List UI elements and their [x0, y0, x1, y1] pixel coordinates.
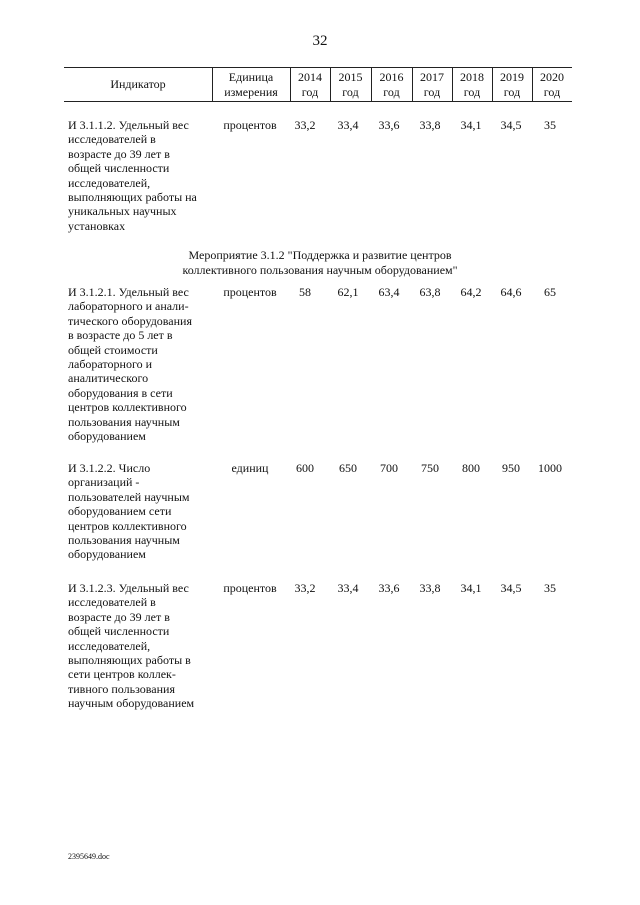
value-cell-2014: 33,2 [294, 581, 316, 595]
indicator-line: И 3.1.2.3. Удельный вес [68, 581, 189, 595]
indicator-line: научным оборудованием [68, 696, 195, 711]
indicator-text [68, 118, 218, 233]
indicator-line: лабораторного и [68, 357, 152, 372]
value-cell-2020: 35 [544, 581, 556, 595]
indicator-line: оборудования в сети [68, 385, 173, 400]
indicator-line: в возрасте до 5 лет в [68, 328, 173, 343]
indicator-line: исследователей, [68, 175, 151, 190]
indicator-text [68, 285, 218, 443]
value-cell-2015: 33,4 [337, 581, 359, 595]
indicator-line: исследователей в [68, 595, 156, 610]
indicator-line: выполняющих работы на [68, 190, 197, 205]
footer-filename: 2395649.doc [68, 852, 110, 861]
header-year-2015 [330, 70, 371, 100]
indicator-line: исследователей, [68, 638, 151, 653]
unit-cell: процентов [223, 581, 277, 595]
indicator-line: установках [68, 218, 126, 233]
value-cell-2017: 750 [421, 461, 439, 475]
indicator-line: И 3.1.2.2. Число [68, 461, 151, 475]
header-year-suffix: год [503, 85, 521, 99]
header-year-label: 2014 [298, 70, 322, 84]
unit-cell: процентов [223, 118, 277, 132]
value-cell-2017: 33,8 [419, 581, 441, 595]
header-top-rule [64, 67, 572, 68]
value-cell-2018: 34,1 [460, 581, 482, 595]
indicator-line: пользования научным [68, 414, 180, 429]
header-year-2019 [492, 70, 532, 100]
indicator-line: возрасте до 39 лет в [68, 146, 170, 161]
indicator-text [68, 461, 218, 562]
value-cell-2019: 34,5 [500, 581, 522, 595]
indicator-line: организаций - [68, 475, 140, 490]
header-year-label: 2018 [460, 70, 484, 84]
indicator-line: исследователей в [68, 132, 156, 147]
header-unit-line1: Единица [228, 70, 274, 84]
indicator-line: лабораторного и анали- [68, 299, 189, 314]
header-year-label: 2016 [379, 70, 404, 84]
indicator-line: выполняющих работы в [68, 653, 191, 668]
indicator-line: общей стоимости [68, 342, 158, 357]
value-cell-2017: 63,8 [419, 285, 441, 299]
indicator-line: общей численности [68, 624, 170, 639]
indicator-line: центров коллективного [68, 518, 187, 533]
indicator-line: сети центров коллек- [68, 667, 176, 682]
value-cell-2014: 58 [299, 285, 311, 299]
header-year-label: 2017 [420, 70, 444, 84]
header-unit [212, 70, 290, 100]
indicator-line: уникальных научных [68, 204, 177, 219]
header-year-label: 2015 [338, 70, 363, 84]
header-year-label: 2020 [540, 70, 564, 84]
unit-cell: процентов [223, 285, 277, 299]
header-year-2014 [290, 70, 330, 100]
value-cell-2014: 600 [296, 461, 314, 475]
header-year-2018 [452, 70, 492, 100]
value-cell-2014: 33,2 [294, 118, 316, 132]
indicator-line: аналитического [68, 371, 149, 386]
header-year-suffix: год [423, 85, 441, 99]
value-cell-2020: 1000 [538, 461, 562, 475]
header-year-suffix: год [301, 85, 319, 99]
value-cell-2016: 700 [380, 461, 398, 475]
header-year-2016 [371, 70, 412, 100]
header-year-suffix: год [342, 85, 359, 99]
indicator-line: оборудованием [68, 429, 146, 444]
header-year-label: 2019 [500, 70, 524, 84]
header-year-suffix: год [463, 85, 481, 99]
header-unit-line2: измерения [224, 85, 278, 99]
header-year-suffix: год [543, 85, 561, 99]
value-cell-2016: 33,6 [378, 581, 400, 595]
section-title-line1: Мероприятие 3.1.2 "Поддержка и развитие центров [188, 248, 452, 262]
section-title-line2: коллективного пользования научным оборудованием" [182, 263, 458, 277]
value-cell-2018: 64,2 [460, 285, 482, 299]
indicator-line: оборудованием [68, 547, 146, 562]
indicator-line: тивного пользования [68, 681, 175, 696]
indicator-text [68, 581, 218, 711]
unit-cell: единиц [231, 461, 269, 475]
header-bottom-rule [64, 101, 572, 102]
indicator-line: И 3.1.1.2. Удельный вес [68, 118, 189, 132]
value-cell-2019: 64,6 [500, 285, 522, 299]
value-cell-2016: 63,4 [378, 285, 400, 299]
value-cell-2020: 35 [544, 118, 556, 132]
header-year-2017 [412, 70, 452, 100]
value-cell-2015: 62,1 [337, 285, 359, 299]
value-cell-2015: 33,4 [337, 118, 359, 132]
header-year-suffix: год [383, 85, 400, 99]
indicator-line: тического оборудования [68, 313, 192, 328]
indicator-line: общей численности [68, 161, 170, 176]
header-indicator: Индикатор [110, 77, 166, 91]
indicator-line: оборудованием сети [68, 504, 172, 519]
indicator-line: И 3.1.2.1. Удельный вес [68, 285, 189, 299]
page-number: 32 [312, 33, 328, 49]
indicator-line: пользователей научным [68, 489, 190, 504]
value-cell-2019: 34,5 [500, 118, 522, 132]
header-year-2020 [532, 70, 572, 100]
value-cell-2015: 650 [339, 461, 357, 475]
value-cell-2020: 65 [544, 285, 556, 299]
value-cell-2019: 950 [502, 461, 520, 475]
value-cell-2016: 33,6 [378, 118, 400, 132]
indicator-line: возрасте до 39 лет в [68, 609, 170, 624]
section-title [100, 248, 540, 278]
indicator-line: центров коллективного [68, 400, 187, 415]
value-cell-2018: 800 [462, 461, 480, 475]
indicator-line: пользования научным [68, 533, 180, 548]
value-cell-2017: 33,8 [419, 118, 441, 132]
value-cell-2018: 34,1 [460, 118, 482, 132]
